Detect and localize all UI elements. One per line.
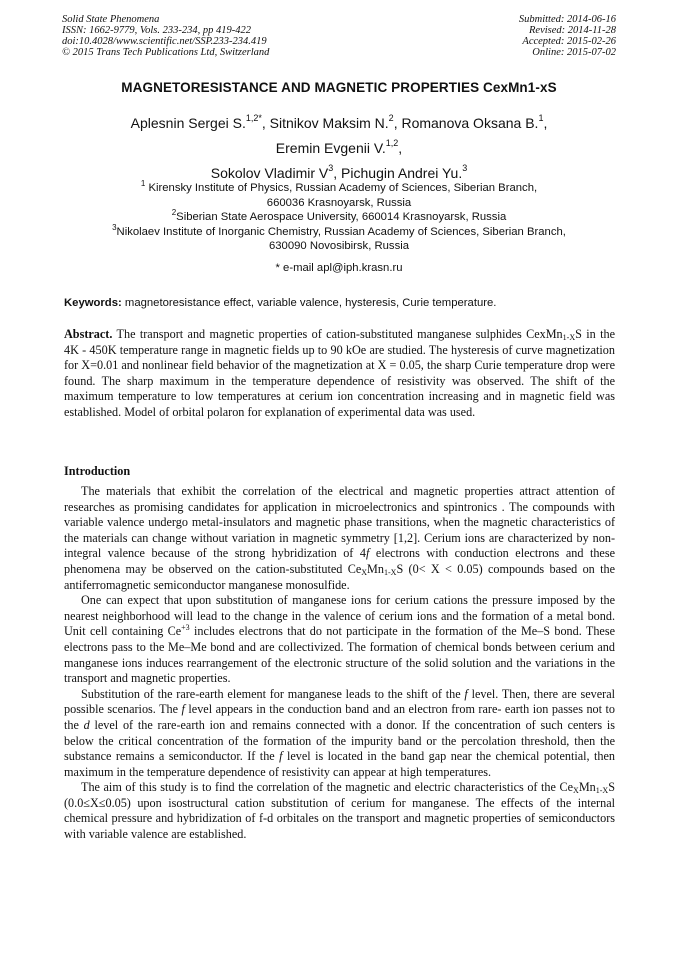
journal-name: Solid State Phenomena [62,14,160,25]
affiliation-mark: 3 [112,222,117,232]
affiliation-mark: 2 [171,208,177,217]
abstract-label: Abstract. [64,327,113,341]
author-affiliation-mark: 2 [388,113,394,123]
journal-copyright: © 2015 Trans Tech Publications Ltd, Switzerland [62,47,270,58]
italic-symbol: f [279,749,283,764]
subscript: 1-X [383,567,397,577]
paragraph-text: level. Then, there are several possible scenarios. The [64,686,616,717]
italic-symbol: f [181,702,185,717]
italic-symbol: f [464,686,468,701]
author-affiliation-mark: 3 [328,163,334,173]
paragraph-text: The materials that exhibit the correlation of the electrical and magnetic properties attract attention of researches as promising candidates for application in microelectronics and spintronics . The compounds with variable valence undergo metal-insulators and magnetic phase transitions, when the magnetic characteristics of the materials can change without variation in magnetic symmetry [1,2]. Cerium ions are characterized by non-integral valence because of the strong hybridization of 4 [64,484,615,561]
author-name: , Romanova Oksana B. [393,115,539,131]
corresponding-email: * e-mail apl@iph.krasn.ru [275,262,403,274]
author-separator: , [543,115,548,131]
intro-paragraph-1 [64,484,615,593]
abstract-text: S in the 4K - 450K temperature range in magnetic fields up to 90 kOe are studied. The hysteresis of curve magnetization for X=0.01 and nonlinear field behavior of the magnetization at X = 0.05, the sharp Curie temperature drop were found. The sharp maximum in the temperature dependence of resistivity was observed. The shift of the maximum temperature to low temperatures at cerium ion concentration increasing and in magnetic field was established. Model of orbital polaron for explanation of experimental data was used. [64,327,615,419]
subscript: 1-X [562,333,576,342]
author-name: , Sitnikov Maksim N. [261,115,389,131]
author-affiliation-mark: 1,2 [385,138,399,148]
author-name: Sokolov Vladimir V [210,165,329,181]
submission-dates [519,14,616,58]
date-online: Online: 2015-07-02 [532,47,616,58]
affiliation-2 [0,210,678,225]
paper-title: MAGNETORESISTANCE AND MAGNETIC PROPERTIES CexMn1-xS [121,80,557,95]
introduction-body [64,484,615,843]
intro-paragraph-3 [64,687,615,781]
paragraph-text: level appears in the conduction band and an electron from rare- earth ion passes not to the [64,702,615,732]
author-affiliation-mark: 1,2* [245,113,262,123]
intro-paragraph-4 [64,780,615,842]
author-name: Aplesnin Sergei S. [130,115,246,131]
author-affiliation-mark: 3 [462,163,468,173]
author-line-1 [0,111,678,136]
journal-issn: ISSN: 1662-9779, Vols. 233-234, pp 419-422 [62,25,251,36]
journal-doi: doi:10.4028/www.scientific.net/SSP.233-234.419 [62,36,267,47]
author-list [0,111,678,186]
paragraph-text: One can expect that upon substitution of manganese ions for cerium cations the pressure imposed by the nearest neighborhood will lead to the change in the valence of cerium ions and the formation of a metal bond. Unit cell containing Ce [64,593,615,639]
affiliation-list [0,181,678,254]
affiliation-text: Kirensky Institute of Physics, Russian Academy of Sciences, Siberian Branch, [145,182,538,194]
affiliation-3 [0,222,678,240]
abstract-paragraph [64,327,615,421]
affiliation-1 [0,181,678,196]
journal-info [62,14,269,58]
italic-symbol: f [365,546,370,561]
paragraph-text: level of the rare-earth ion and remains connected with a donor. If the concentration of such centers is below the critical concentration of the formation of the impurity band or the percolation threshold, then the substance remains a semiconductor. If the [64,717,615,764]
author-line-2 [0,136,678,161]
affiliation-text: Siberian State Aerospace University, 660014 Krasnoyarsk, Russia [176,211,507,223]
paragraph-text: Mn [367,561,384,576]
author-name: Eremin Evgenii V. [275,140,386,156]
paragraph-text: S (0< X < 0.05) compounds based on the antiferromagnetic semiconductor manganese monosulfide. [64,561,615,592]
date-submitted: Submitted: 2014-06-16 [518,14,616,25]
date-accepted: Accepted: 2015-02-26 [522,36,616,47]
paragraph-text: The aim of this study is to find the correlation of the magnetic and electric characteristics of the Ce [81,780,574,795]
author-affiliation-mark: 1 [538,113,544,123]
affiliation-1-city: 660036 Krasnoyarsk, Russia [266,196,412,209]
abstract [64,327,615,421]
author-name: , Pichugin Andrei Yu. [333,165,463,181]
subscript: X [573,786,579,796]
keywords-text: magnetoresistance effect, variable valence, hysteresis, Curie temperature. [121,297,497,309]
subscript: 1-X [595,786,609,796]
date-revised: Revised: 2014-11-28 [529,25,616,36]
affiliation-text: Nikolaev Institute of Inorganic Chemistry, Russian Academy of Sciences, Siberian Branch, [116,225,566,238]
author-separator: , [398,140,403,156]
abstract-text: The transport and magnetic properties of cation-substituted manganese sulphides CexMn [112,327,563,341]
superscript: +3 [181,623,190,633]
section-heading-introduction: Introduction [64,464,131,478]
keywords [64,297,616,309]
keywords-label: Keywords: [64,297,122,309]
intro-paragraph-2 [64,593,615,687]
italic-symbol: d [83,717,90,732]
paragraph-text: electrons with conduction electrons and these phenomena may be observed on the cation-substituted Ce [64,546,615,576]
subscript: X [361,567,368,577]
paragraph-text: includes electrons that do not participate in the formation of the Me–S bond. These electrons pass to the Me–Me bond and are collectivized. The formation of chemical bonds between cerium and manganese ions induces rearrangement of the electronic structure of the solid solution and the variations in the transport and magnetic properties. [64,624,615,686]
paragraph-text: Substitution of the rare-earth element for manganese leads to the shift of the [81,686,465,701]
paragraph-text: Mn [578,780,596,795]
affiliation-3-city: 630090 Novosibirsk, Russia [268,240,410,252]
affiliation-mark: 1 [140,179,146,188]
paragraph-text: S (0.0≤X≤0.05) upon isostructural cation substitution of cerium for manganese. The effects of the internal chemical pressure and hybridization of f-d orbitales on the transport and magnetic properties of semiconductors with variable valence are established. [64,780,615,842]
paragraph-text: level is located in the band gap near the chemical potential, then maximum in the temperature dependence of resistivity can appear at high temperatures. [64,749,615,779]
